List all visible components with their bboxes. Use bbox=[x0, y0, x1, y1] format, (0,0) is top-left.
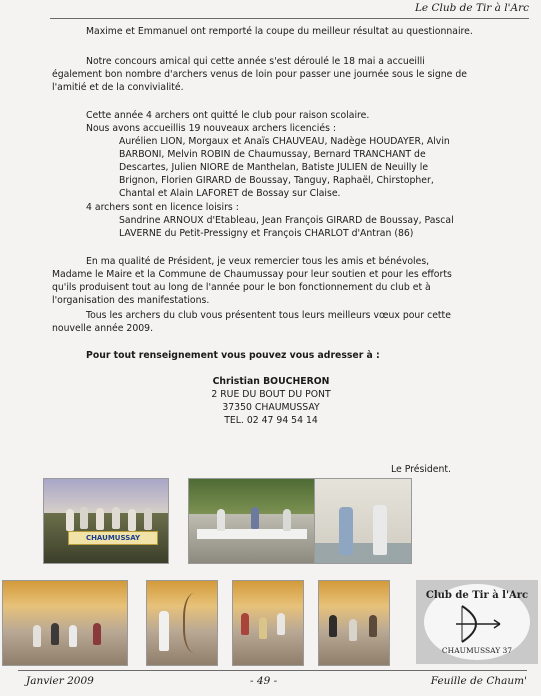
thanks-line: l'organisation des manifestations. bbox=[52, 295, 210, 306]
person-figure bbox=[283, 509, 291, 531]
person-figure bbox=[241, 613, 249, 635]
header-rule bbox=[50, 18, 529, 19]
paragraph-concours-line: également bon nombre d'archers venus de loin pour passer une journée sous le signe de bbox=[52, 69, 467, 80]
logo-title: Club de Tir à l'Arc bbox=[425, 590, 529, 601]
person-figure bbox=[93, 623, 101, 645]
person-figure bbox=[259, 617, 267, 639]
paragraph-questionnaire: Maxime et Emmanuel ont remporté la coupe du meilleur résultat au questionnaire. bbox=[86, 26, 473, 37]
person-figure bbox=[277, 613, 285, 635]
paragraph-concours-line: Notre concours amical qui cette année s'est déroulé le 18 mai a accueilli bbox=[86, 56, 425, 67]
contact-intro: Pour tout renseignement vous pouvez vous adresser à : bbox=[86, 350, 380, 361]
running-header: Le Club de Tir à l'Arc bbox=[414, 2, 529, 14]
loisirs-line: LAVERNE du Petit-Pressigny et François CHARLOT d'Antran (86) bbox=[119, 228, 414, 239]
licencies-line: BARBONI, Melvin ROBIN de Chaumussay, Bernard TRANCHANT de bbox=[119, 149, 426, 160]
photo-archer-wall bbox=[146, 580, 218, 666]
contact-phone: TEL. 02 47 94 54 14 bbox=[224, 415, 318, 426]
contact-city: 37350 CHAUMUSSAY bbox=[222, 402, 320, 413]
licencies-line: Brignon, Florien GIRARD de Boussay, Tanguy, Raphaël, Chirstopher, bbox=[119, 175, 434, 186]
club-banner: CHAUMUSSAY bbox=[68, 531, 158, 545]
wishes-line: Tous les archers du club vous présentent tous leurs meilleurs vœux pour cette bbox=[86, 310, 451, 321]
logo-location: CHAUMUSSAY 37 bbox=[441, 646, 513, 655]
photo-gym-group bbox=[2, 580, 128, 666]
person-figure bbox=[369, 615, 377, 637]
archer-figure bbox=[159, 611, 169, 651]
archer-figure bbox=[96, 508, 104, 530]
bow-rack bbox=[183, 593, 211, 653]
paragraph-new-archers: Nous avons accueillis 19 nouveaux archers licenciés : bbox=[86, 123, 336, 134]
paragraph-departures: Cette année 4 archers ont quitté le club pour raison scolaire. bbox=[86, 110, 370, 121]
archer-figure bbox=[144, 508, 152, 530]
thanks-line: qu'ils produisent tout au long de l'année pour le bon fonctionnement du club et à bbox=[52, 282, 431, 293]
licencies-line: Chantal et Alain LAFORET de Bossay sur Claise. bbox=[119, 188, 341, 199]
photo-ground bbox=[315, 543, 411, 563]
person-figure bbox=[51, 623, 59, 645]
photo-tables-outdoor bbox=[188, 478, 316, 564]
licencies-line: Descartes, Julien NIORE de Manthelan, Batiste JULIEN de Neuilly le bbox=[119, 162, 429, 173]
person-figure bbox=[349, 619, 357, 641]
person-figure bbox=[329, 615, 337, 637]
footer-rule bbox=[18, 670, 527, 671]
signature: Le Président. bbox=[391, 464, 452, 475]
wishes-line: nouvelle année 2009. bbox=[52, 323, 154, 334]
photo-team-banner bbox=[43, 478, 169, 564]
gym-hall bbox=[3, 581, 127, 665]
archer-figure bbox=[66, 509, 74, 531]
archer-figure bbox=[373, 505, 387, 555]
archer-figure bbox=[128, 509, 136, 531]
page-number: - 49 - bbox=[250, 675, 278, 687]
footer-date: Janvier 2009 bbox=[26, 675, 94, 687]
archer-figure bbox=[80, 507, 88, 529]
person-figure bbox=[217, 509, 225, 531]
contact-name: Christian BOUCHERON bbox=[212, 376, 330, 387]
person-figure bbox=[69, 625, 77, 647]
loisirs-intro: 4 archers sont en licence loisirs : bbox=[86, 202, 239, 213]
photo-indoor-archers bbox=[318, 580, 390, 666]
photo-two-archers bbox=[314, 478, 412, 564]
loisirs-line: Sandrine ARNOUX d'Etableau, Jean François GIRARD de Boussay, Pascal bbox=[119, 215, 454, 226]
archer-figure bbox=[339, 507, 353, 555]
person-figure bbox=[251, 507, 259, 529]
table bbox=[197, 529, 307, 539]
archer-figure bbox=[112, 507, 120, 529]
thanks-line: En ma qualité de Président, je veux remercier tous les amis et bénévoles, bbox=[86, 256, 430, 267]
paragraph-concours-line: l'amitié et de la convivialité. bbox=[52, 82, 184, 93]
club-logo bbox=[416, 580, 538, 664]
bow-and-arrow-icon bbox=[450, 604, 504, 644]
licencies-line: Aurélien LION, Morgaux et Anaïs CHAUVEAU, Nadège HOUDAYER, Alvin bbox=[119, 136, 450, 147]
contact-street: 2 RUE DU BOUT DU PONT bbox=[211, 389, 331, 400]
thanks-line: Madame le Maire et la Commune de Chaumussay pour leur soutien et pour les efforts bbox=[52, 269, 452, 280]
person-figure bbox=[33, 625, 41, 647]
footer-publication: Feuille de Chaum' bbox=[430, 675, 527, 687]
photo-indoor-group bbox=[232, 580, 304, 666]
